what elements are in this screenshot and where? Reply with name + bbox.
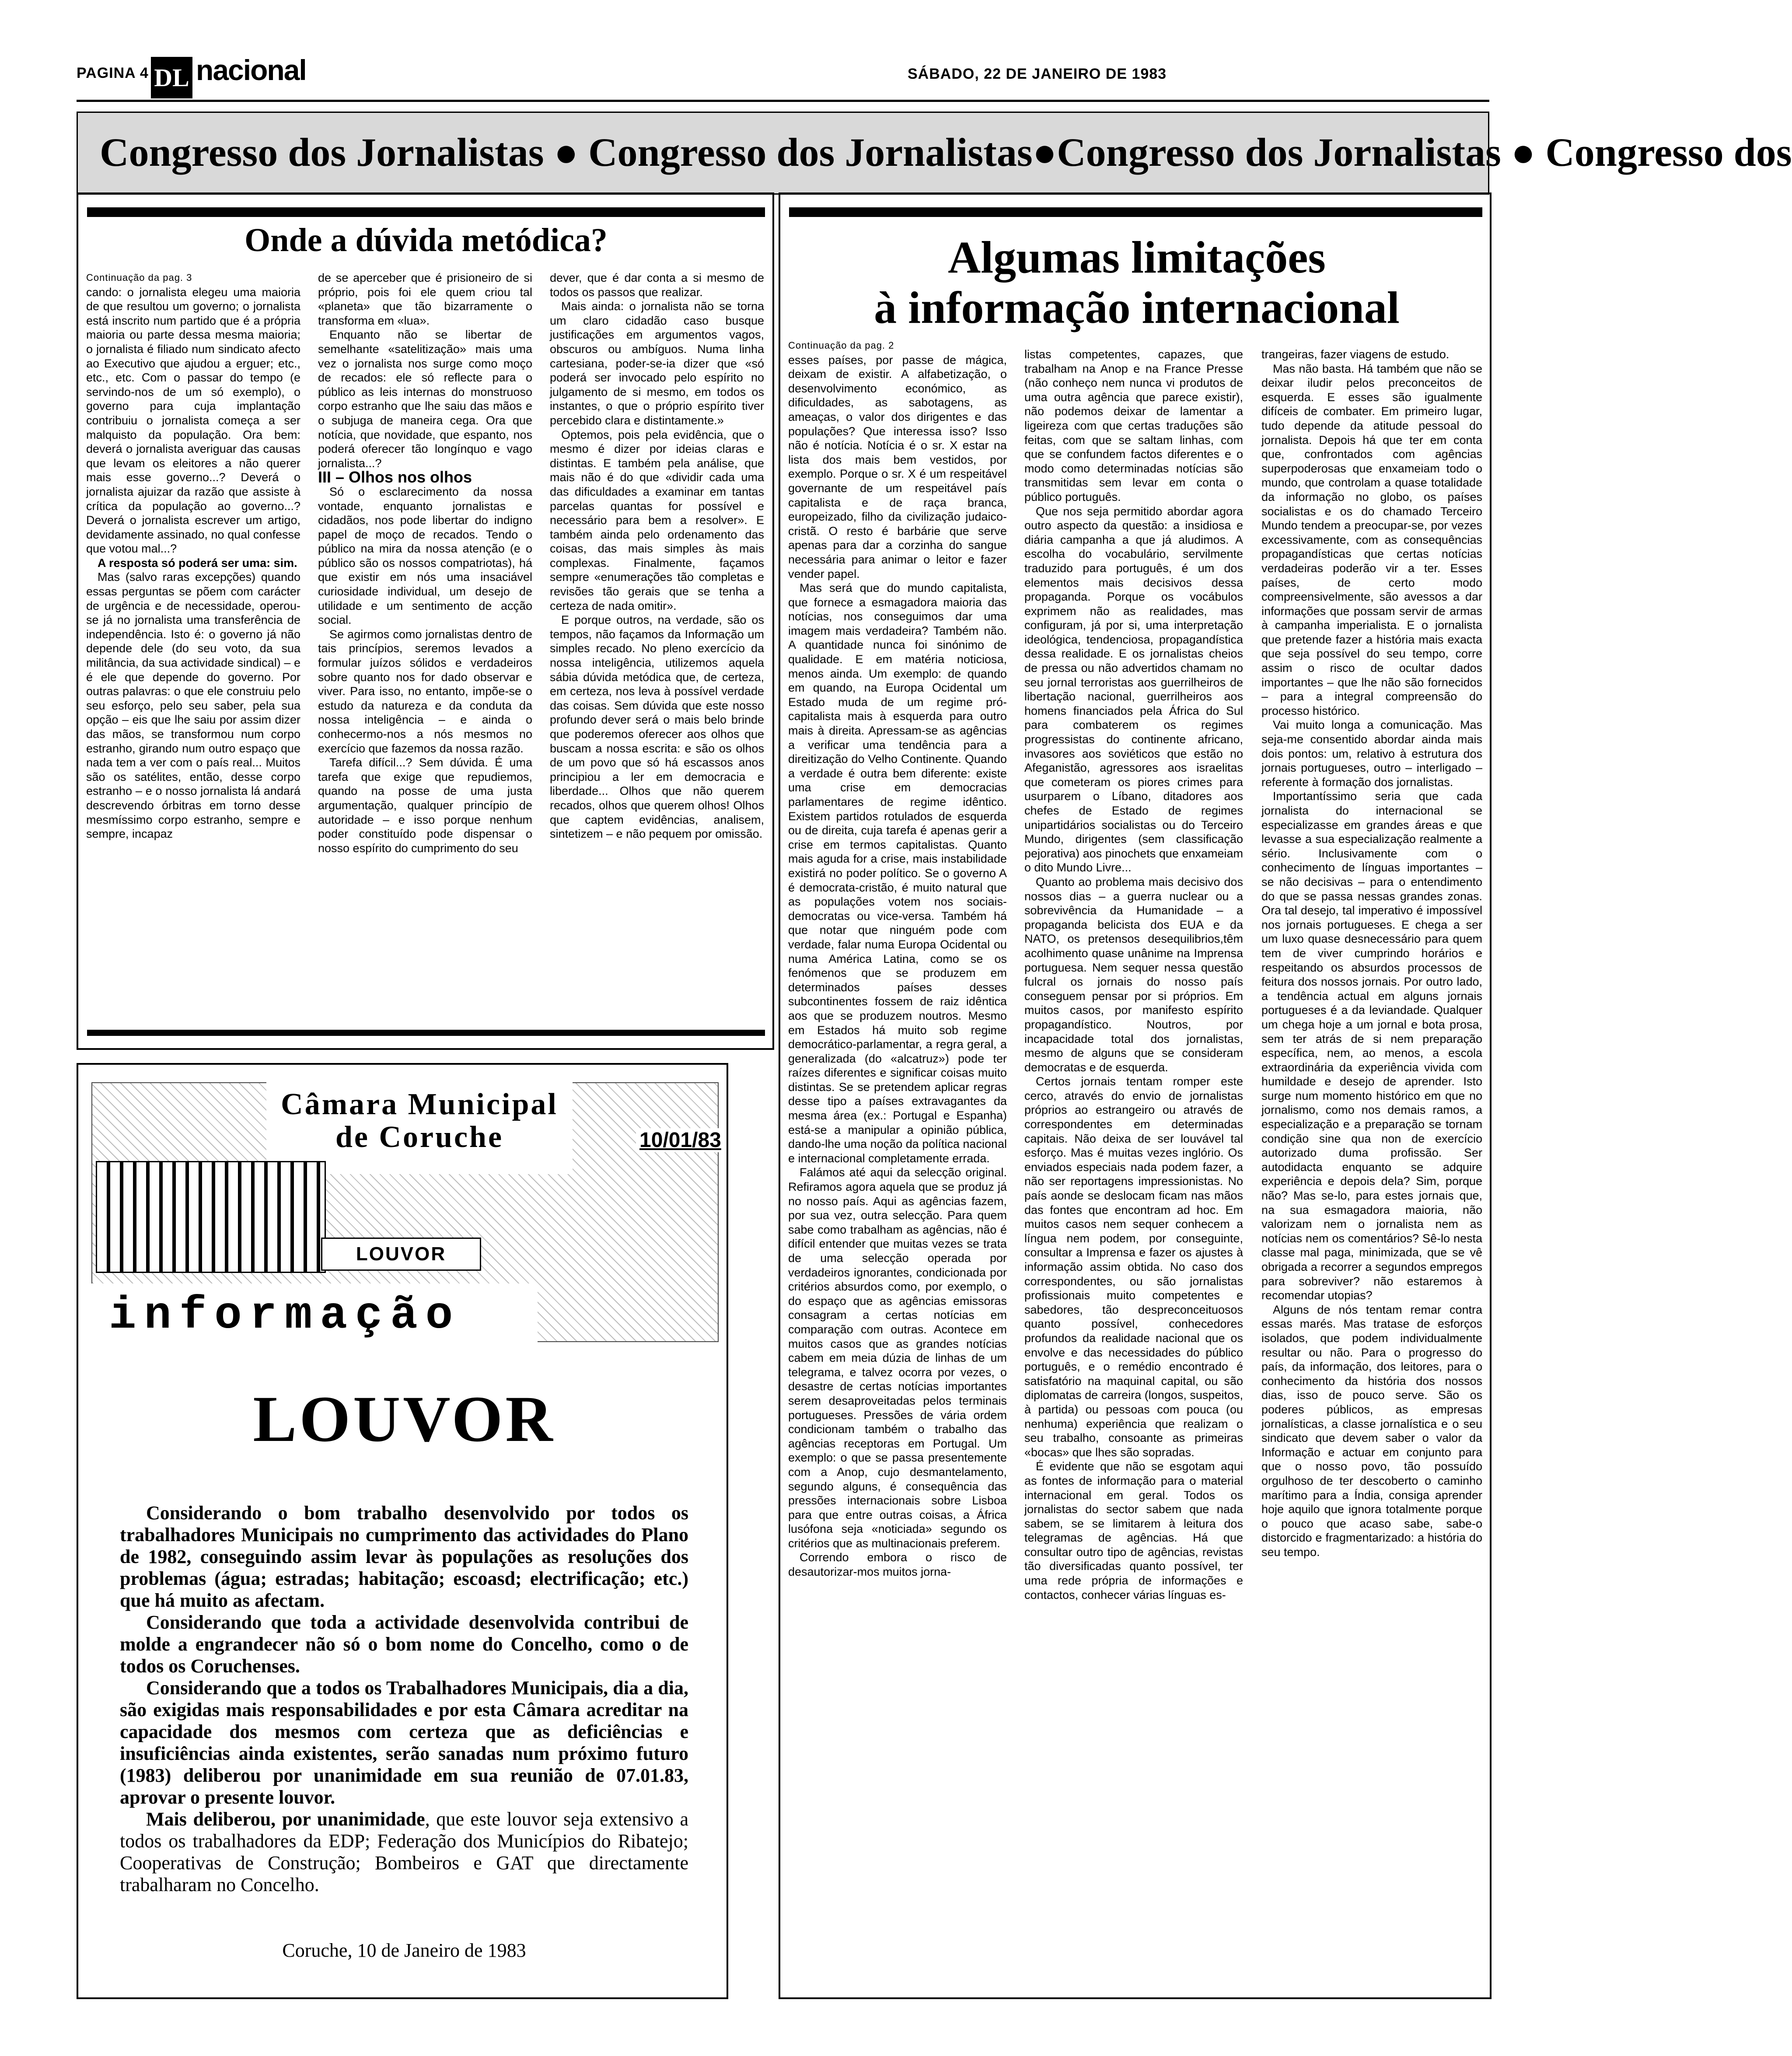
article-column-3 [550,271,764,1014]
paragraph: Mas será que do mundo capitalista, que fornece a esmagadora maioria das notícias, nos conseguimos dar uma imagem mais verdadeira? Também não. A quantidade nunca foi sinónimo de qualidade. E em matéria noticiosa, menos ainda. Um exemplo: de quando em quando, na Europa Ocidental um Estado muda de um regime pró-capitalista mais à esquerda para outro mais à direita. Apressam-se as agências a verificar uma tendência para a direitização do Velho Continente. Quando a verdade é outra bem diferente: existe uma crise em democracias parlamentares de regime idêntico. Existem partidos rotulados de esquerda ou de direita, cuja tarefa é apenas gerir a crise em termos capitalistas. Quanto mais aguda for a crise, mais instabilidade existirá no poder político. Se o governo A é democrata-cristão, é muito natural que as populações votem nos sociais-democratas ou vice-versa. Também há que notar que ninguém pode com verdade, falar numa Europa Ocidental ou numa América Latina, como se os fenómenos que se produzem em determinados países desses subcontinentes fossem de raiz idêntica aos que se produzem noutros. Mesmo em Estados há muito sob regime democrático-parlamentar, a regra geral, a generalizada (do «alcatruz») pode ter raízes diferentes e significar coisas muito distintas. Se se pretendem aplicar regras desse tipo a países extravagantes da mesma área (ex.: Portugal e Espanha) está-se a manipular a opinião pública, dando-lhe uma noção da política nacional e internacional completamente errada. [788,581,1007,1165]
paragraph [120,1502,688,1612]
article-column-1 [788,339,1007,1992]
paragraph [120,1808,688,1896]
newspaper-logo-text: nacional [196,54,306,86]
paragraph: trangeiras, fazer viagens de estudo. [1261,348,1450,361]
newspaper-logo-mark: DL [151,57,192,98]
paragraph: É evidente que não se esgotam aqui as fontes de informação para o material internacional em geral. Todos os jornalistas do sector sabem que nada sabem, se se limitarem à leitura dos telegramas de agências. Há que consultar outro tipo de agências, revistas tão diversificadas quanto possível, ter uma rede própria de informações e contactos, conhecer várias línguas es- [1024,1460,1243,1601]
section-banner: Congresso dos Jornalistas ● Congresso dos Jornalistas●Congresso dos Jornalistas ● Congresso dos [77,112,1489,195]
paragraph: de se aperceber que é prisioneiro de si próprio, pois foi ele quem criou tal «planeta» que tão bizarramente o transforma em «lua». [318,271,532,327]
paragraph: A resposta só poderá ser uma: sim. [98,556,297,570]
notice-tag: LOUVOR [321,1238,481,1271]
paragraph: Certos jornais tentam romper este cerco, através do envio de jornalistas próprios ao estrangeiro ou através de correspondentes em determinadas capitais. Não deixa de ser louvável tal esforço. Mas é muitas vezes inglório. Os enviados especiais nada podem fazer, a não ser reportagens impressionistas. No país aonde se deslocam ficam nas mãos das fontes que encontram ad hoc. Em muitos casos nem sequer conhecem a língua nem podem, por conseguinte, consultar a Imprensa e fazer os ajustes à informação assim obtida. No caso dos correspondentes, ou são jornalistas profissionais muito competentes e sabedores, tão despreconceituosos quanto possível, conhecedores profundos da realidade nacional que os envolve e das necessidades do público português, e o remédio encontrado é satisfatório na maquinal capital, ou são diplomatas de carreira (longos, suspeitos, à partida) ou pessoas com pouca (ou nenhuma) experiência que realizam o seu trabalho, consoante as primeiras «bocas» que lhes são sopradas. [1024,1075,1243,1459]
paragraph: Optemos, pois pela evidência, que o mesmo é dizer por ideias claras e distintas. E também pela análise, que mais não é do que «dividir cada uma das dificuldades a examinar em tantas parcelas quantas for possível e necessário para bem a resolver». E também ainda pelo ordenamento das coisas, das mais simples às mais complexas. Finalmente, façamos sempre «enumerações tão completas e revisões tão gerais que se tenha a certeza de nada omitir». [550,428,764,612]
paragraph: Tarefa difícil...? Sem dúvida. É uma tarefa que exige que repudiemos, quando na posse de uma justa argumentação, qualquer princípio de autoridade – e isso porque nenhum poder constituído pode dispensar o nosso espírito do cumprimento do seu [318,756,532,855]
article-top-bar [789,207,1482,217]
subheading: III – Olhos nos olhos [318,468,472,486]
article-title: Onde a dúvida metódica? [245,222,608,259]
article-top-bar [87,207,765,217]
article-limitacoes-informacao [779,192,1492,1999]
paragraph: Alguns de nós tentam remar contra essas marés. Mas tratase de esforços isolados, que podem individualmente resultar ou não. Para o progresso do país, da informação, dos leitores, para o conhecimento da história dos nossos dias, isso de pouco serve. São os poderes públicos, as empresas jornalísticas, a classe jornalística e o seu sindicato que devem saber o valor da Informação e actuar em conjunto para que o nosso povo, tão possuído orgulhoso de ter descoberto o caminho marítimo para a Índia, consiga aprender hoje aquilo que ignora totalmente porque o pouco que acaso sabe, sabe-o distorcido e fragmentarizado: a história do seu tempo. [1261,1303,1482,1559]
paragraph: Mais ainda: o jornalista não se torna um claro cidadão caso busque justificações em argumentos vagos, obscuros ou ambíguos. Numa linha cartesiana, poder-se-ia dizer que «só poderá ser invocado pelo espírito no julgamento de si mesmo, em todos os instantes, o que o próprio espírito tiver percebido clara e distintamente.» [550,300,764,427]
paragraph: esses países, por passe de mágica, deixam de existir. A alfabetização, o desenvolvimento económico, as dificuldades, as sabotagens, as ameaças, o valor dos dirigentes e das populações? Que interessa isso? Isso não é notícia. Notícia é o sr. X estar na lista dos mais bem vestidos, por exemplo. Porque o sr. X é um respeitável governante de um respeitável país capitalista e de raça branca, europeizado, filho da civilização judaico-cristã. O resto é barbárie que serve apenas para dar a corzinha do sangue necessária para animar o leitor e fazer vender papel. [788,353,1007,580]
paragraph: Falámos até aqui da selecção original. Refiramos agora aquela que se produz já no nosso país. Aqui as agências fazem, por sua vez, outra selecção. Para quem sabe como trabalham as agências, não é difícil entender que muitas vezes se trata de uma selecção operada por verdadeiros ignorantes, condicionada por critérios absurdos como, por exemplo, o do espaço que as agências emissoras consagram a certas notícias em comparação com outras. Acontece em muitos casos que as grandes notícias cabem em meia dúzia de linhas de um telegrama, e talvez ocorra por vezes, o desastre de certas notícias importantes serem desaproveitadas pelos terminais portugueses. Pressões de vária ordem condicionam também o trabalho das agências receptoras em Portugal. Um exemplo: o que se passa presentemente com a Anop, cujo desmantelamento, segundo alguns, é consequência das pressões internacionais sobre Lisboa para que entre outras coisas, a África lusófona seja «noticiada» segundo os critérios que as multinacionais preferem. [788,1166,1007,1550]
paragraph: E porque outros, na verdade, são os tempos, não façamos da Informação um simples recado. No pleno exercício da nossa inteligência, utilizemos aquela sábia dúvida metódica que, de certeza, em certeza, nos leva à possível verdade das coisas. Sem dúvida que este nosso profundo dever será o mais belo brinde que poderemos oferecer aos olhos que buscam a nossa escrita: e são os olhos de um povo que só há escassos anos principiou a ler em democracia e liberdade... Olhos que não querem recados, olhos que querem olhos! Olhos que captem evidências, analisem, sintetizem – e não pequem por omissão. [550,613,764,841]
paragraph [120,1677,688,1808]
council-name-line-1: Câmara Municipal [281,1087,558,1121]
article-column-2 [1024,347,1243,1992]
notice-body [120,1502,688,1896]
paragraph: listas competentes, capazes, que trabalham na Anop e na France Presse (não conheço nem nunca vi produtos de uma outra agência que parece existir), não podemos deixar de lamentar a ligeireza com que certas traduções são feitas, com que se saltam linhas, com que se confundem factos diferentes e o modo como determinadas notícias são transmitidas sem levar em conta o público português. [1024,348,1243,504]
paragraph: Importantíssimo seria que cada jornalista do internacional se especializasse em grandes áreas e que levasse a sua especialização realmente a sério. Inclusivamente com o conhecimento de línguas importantes – se não decisivas – para o entendimento do que se passa nessas grandes zonas. Ora tal desejo, tal imperativo é impossível nos jornais portugueses. E chega a ser um luxo quase desnecessário para quem tem de viver cumprindo horários e respeitando os absurdos processos de feitura dos nossos jornais. Por outro lado, a tendência actual em alguns jornais portugueses é a da leviandade. Qualquer um chega hoje a um jornal e bota prosa, sem ter atrás de si nem preparação específica, nem, ao menos, a escola extraordinária da experiência vivida com humildade e desejo de aprender. Isto surge num momento histórico em que no jornalismo, como nos demais ramos, a especialização e a preparação se tornam condição sine qua non de exercício autorizado duma profissão. Ser autodidacta enquanto se adquire experiência e depois dela? Sim, porque não? Mas se-lo, para estes jornais que, na sua esmagadora maioria, não valorizam nem o jornalista nem as notícias nem os comentários? Sê-lo nesta classe mal paga, minimizada, que se vê obrigada a recorrer a segundos empregos para sobreviver? não estaremos à recomendar utopias? [1261,790,1482,1302]
header-rule [77,100,1489,102]
notice-heading: LOUVOR [253,1383,555,1455]
paragraph: Mas não basta. Há também que não se deixar iludir pelos preconceitos de esquerda. E esses são igualmente difíceis de combater. Em primeiro lugar, tudo depende da atitude pessoal do jornalista. Depois há que ter em conta que, confrontados com agências superpoderosas que enxameiam todo o mundo, que controlam a quase totalidade da informação no globo, os países socialistas e os do chamado Terceiro Mundo tendem a preocupar-se, por vezes excessivamente, com as consequências propagandísticas que certas notícias verdadeiras poderão vir a ter. Esses países, de certo modo compreensivelmente, são avessos a dar informações que possam servir de armas à campanha imperialista. E o jornalista que pretende fazer a história mais exacta que seja possível do seu tempo, corre assim o risco de ocultar dados importantes – que lhe não são fornecidos – para a integral compreensão do processo histórico. [1261,362,1482,717]
council-name-line-2: de Coruche [335,1120,504,1154]
paragraph: Que nos seja permitido abordar agora outro aspecto da questão: a insidiosa e diária campanha a que já aludimos. A escolha do vocabulário, servilmente traduzido para português, é um dos elementos mais decisivos dessa propaganda. Porque os vocábulos exprimem não as realidades, mas configuram, já por si, uma interpretação ideológica, tendenciosa, propagandística dessa realidade. E os jornalistas cheios de pressa ou não advertidos chamam no seu jornal terroristas aos guerrilheiros de libertação nacional, guerrilheiros aos homens financiados pela África do Sul para combaterem os regimes progressistas do continente africano, invasores aos soviéticos que estão no Afeganistão, agressores aos israelitas que cometeram os piores crimes para usurparem o Líbano, ditadores aos chefes de Estado de regimes unipartidários socialistas ou do Terceiro Mundo, dirigentes (sem classificação pejorativa) aos pinochets que enxameiam o dito Mundo Livre... [1024,504,1243,874]
camara-municipal-notice [77,1063,728,1999]
paragraph-text: , que este louvor seja extensivo a todos os trabalhadores da EDP; Federação dos Municípios do Ribatejo; Cooperativas de Construção; Bombeiros e GAT que directamente trabalharam no Concelho. [120,1808,688,1895]
article-title-line-2: à informação internacional [874,283,1400,333]
article-title-line-1: Algumas limitações [948,232,1326,283]
coat-of-arms-emblems [96,1161,326,1273]
article-bottom-bar [87,1030,765,1036]
paragraph-text: Considerando o bom trabalho desenvolvido por todos os trabalhadores Municipais no cumprimento das actividades do Plano de 1982, conseguindo assim levar às populações as resoluções dos problemas (água; estradas; habitação; escoasd; electrificação; etc.) que há muito as afectam. [120,1502,688,1611]
paragraph-bold-lead: Mais deliberou, por unanimidade [146,1808,425,1830]
paragraph-text: Considerando que toda a actividade desenvolvida contribui de molde a engrandecer não só o bom nome do Concelho, como o de todos os Coruchenses. [120,1612,688,1677]
article-column-1 [86,271,300,1014]
paragraph [120,1612,688,1677]
article-column-2 [318,271,532,1014]
paragraph: cando: o jornalista elegeu uma maioria de que resultou um governo; o jornalista está inscrito num partido que é a própria maioria ou parte dessa mesma maioria; o jornalista é filiado num sindicato afecto ao Executivo que ajudou a erguer; etc., etc., etc. Com o passar do tempo (e servindo-nos de um só exemplo), o governo para cuja implantação contribuiu o jornalista começa a ser malquisto da população. Ora bem: deverá o jornalista averiguar das causas que levam os eleitores a não querer mais esse governo...? Deverá o jornalista ajuizar da razão que assiste à crítica da população ao governo...? Deverá o jornalista escrever um artigo, devidamente assinado, no qual confesse que votou mal...? [86,285,300,556]
paragraph: Quanto ao problema mais decisivo dos nossos dias – a guerra nuclear ou a sobrevivência da Humanidade – a propaganda belicista dos EUA e da NATO, os pretensos desequilibrios,têm acolhimento quase unânime na Imprensa portuguesa. Nem sequer nessa questão fulcral os jornais do nosso país conseguem pensar por si próprios. Em muitos casos, por manifesto espírito propagandístico. Noutros, por incapacidade total dos jornalistas, mesmo de alguns que se consideram democratas e de esquerda. [1024,875,1243,1074]
paragraph: Correndo embora o risco de desautorizar-mos muitos jorna- [788,1551,1007,1579]
section-word: informação [109,1290,461,1342]
paragraph: Só o esclarecimento da nossa vontade, enquanto jornalistas e cidadãos, nos pode libertar do indigno papel de moço de recados. Tendo o público na mira da nossa atenção (e o público são os nossos compatriotas), há que existir em nós uma insaciável curiosidade individual, um desejo de utilidade e um sentimento de acção social. [318,485,532,627]
continuation-note: Continuação da pag. 3 [86,272,192,283]
continuation-note: Continuação da pag. 2 [788,340,894,351]
article-column-3 [1261,347,1482,1992]
issue-date: SÁBADO, 22 DE JANEIRO DE 1983 [908,66,1167,82]
paragraph: Vai muito longa a comunicação. Mas seja-me consentido abordar ainda mais dois pontos: um, relativo à estrutura dos jornais portugueses, outro – interligado – referente à formação dos jornalistas. [1261,718,1482,789]
paragraph: Se agirmos como jornalistas dentro de tais princípios, seremos levados a formular juízos sólidos e verdadeiros sobre quanto nos for dado observar e viver. Para isso, no entanto, impõe-se o estudo da natureza e da conduta da nossa inteligência – e ainda o conhecermo-nos a nós mesmos no exercício que fazemos da nossa razão. [318,627,532,755]
paragraph: Enquanto não se libertar de semelhante «satelitização» mais uma vez o jornalista nos surge como moço de recados: ele só reflecte para o público as leis internas do monstruoso corpo estranho que lhe saiu das mãos e o subjuga de maneira cega. Ora que notícia, que novidade, que espanto, nos poderá oferecer tão longínquo e vago jornalista...? [318,328,532,470]
paragraph: dever, que é dar conta a si mesmo de todos os passos que realizar. [550,271,764,299]
date-stamp: 10/01/83 [636,1128,725,1152]
paragraph-text: Considerando que a todos os Trabalhadores Municipais, dia a dia, são exigidas mais responsabilidades e por esta Câmara acreditar na capacidade dos mesmos com certeza que as deficiências e insuficiências ainda existentes, serão sanadas num próximo futuro (1983) deliberou por unanimidade em sua reunião de 07.01.83, aprovar o presente louvor. [120,1677,688,1808]
article-onde-a-duvida [77,192,774,1050]
signature-line: Coruche, 10 de Janeiro de 1983 [282,1940,526,1961]
paragraph: Mas (salvo raras excepções) quando essas perguntas se põem com carácter de urgência e de necessidade, operou-se já no jornalista uma transferência de independência. Isto é: o governo já não depende dele (do seu voto, da sua militância, da sua actividade sindical) – e é ele que depende do governo. Por outras palavras: o que ele construiu pelo seu esforço, pelo seu saber, pela sua opção – eis que lhe saiu por assim dizer das mãos, se transformou num corpo estranho, girando num outro espaço que nada tem a ver com o país real... Muitos são os satélites, então, desse corpo estranho – e o nosso jornalista lá andará descrevendo órbitras em torno desse mesmíssimo corpo estranho, sempre e sempre, incapaz [86,570,300,841]
page-number: PAGINA 4 [77,65,149,81]
